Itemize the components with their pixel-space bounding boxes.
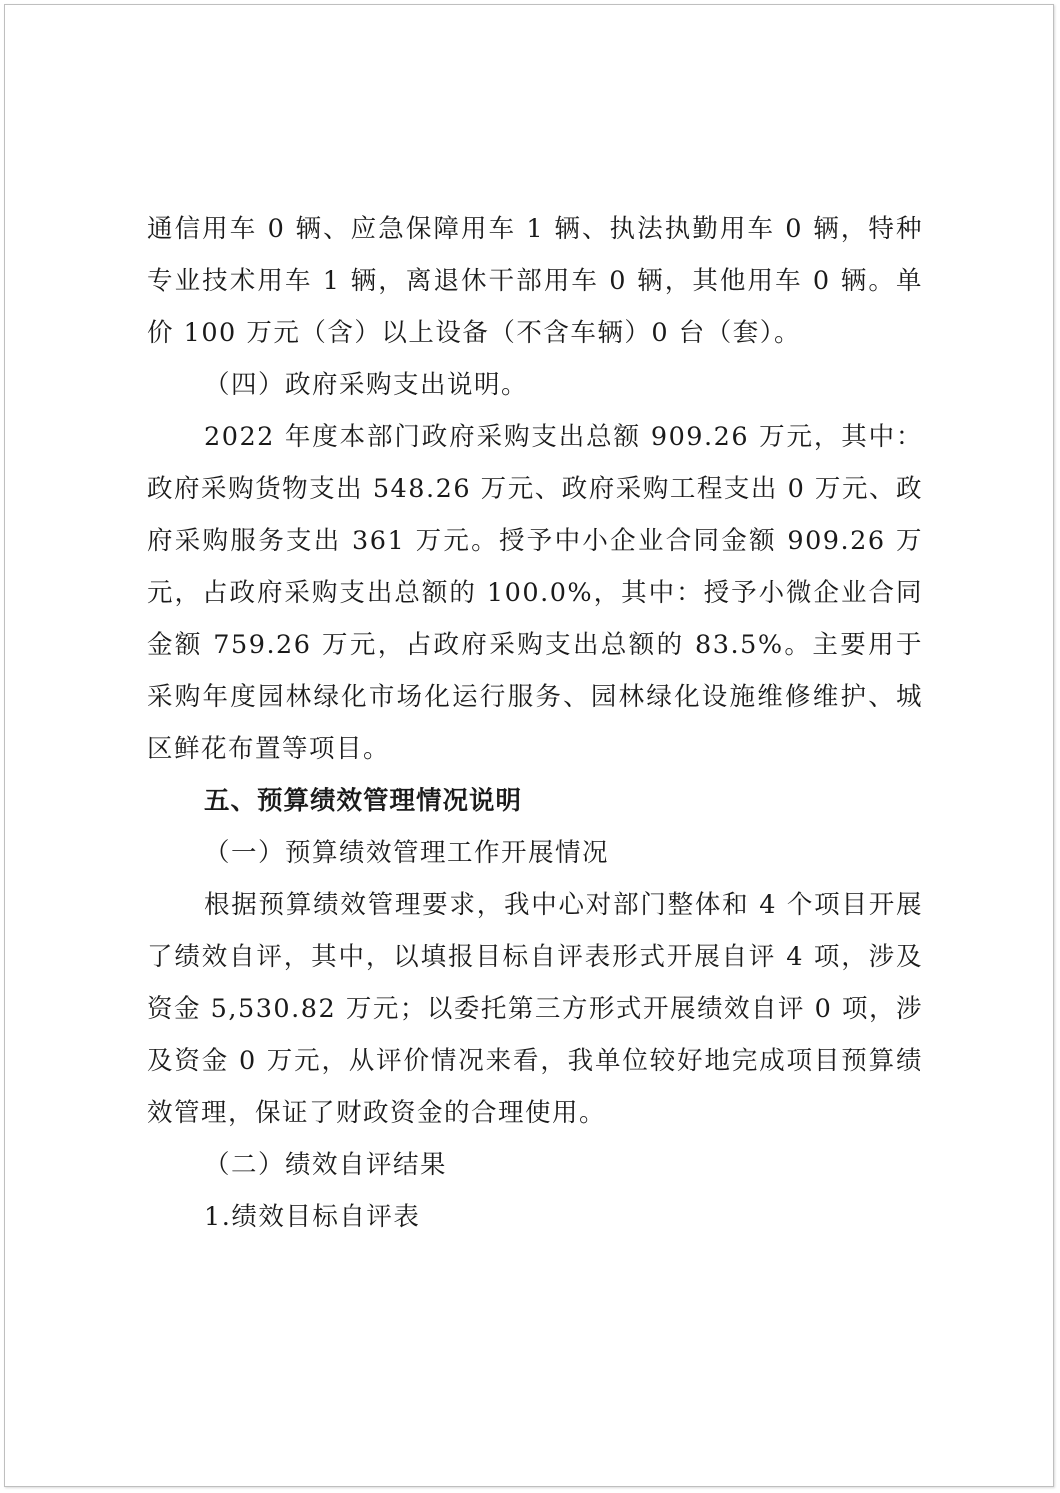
paragraph-procurement-details: 2022 年度本部门政府采购支出总额 909.26 万元，其中：政府采购货物支出 548.26 万元、政府采购工程支出 0 万元、政府采购服务支出 361 万元。授予中小企业合同金额 909.26 万元，占政府采购支出总额的 100.0%，其中：授予小微企业合同金额 759.26 万元，占政府采购支出总额的 83.5%。主要用于采购年度园林绿化市场化运行服务、园林绿化设施维修维护、城区鲜花布置等项目。 <box>147 422 923 764</box>
paragraph-vehicles: 通信用车 0 辆、应急保障用车 1 辆、执法执勤用车 0 辆，特种专业技术用车 1 辆，离退休干部用车 0 辆，其他用车 0 辆。单价 100 万元（含）以上设备（不含车辆）0 台（套）。 <box>147 214 923 348</box>
heading-budget-performance: 五、预算绩效管理情况说明 <box>204 786 523 816</box>
heading-self-evaluation-results: （二）绩效自评结果 <box>204 1150 448 1180</box>
heading-government-procurement: （四）政府采购支出说明。 <box>204 370 529 400</box>
paragraph-performance-evaluation: 根据预算绩效管理要求，我中心对部门整体和 4 个项目开展了绩效自评，其中，以填报目标自评表形式开展自评 4 项，涉及资金 5,530.82 万元；以委托第三方形式开展绩效自评 0 项，涉及资金 0 万元，从评价情况来看，我单位较好地完成项目预算绩效管理，保证了财政资金的合理使用。 <box>147 890 923 1128</box>
document-body <box>147 203 923 1243</box>
heading-self-evaluation-table: 1.绩效目标自评表 <box>204 1202 421 1232</box>
document-page <box>4 4 1054 1487</box>
heading-performance-work: （一）预算绩效管理工作开展情况 <box>204 838 610 868</box>
